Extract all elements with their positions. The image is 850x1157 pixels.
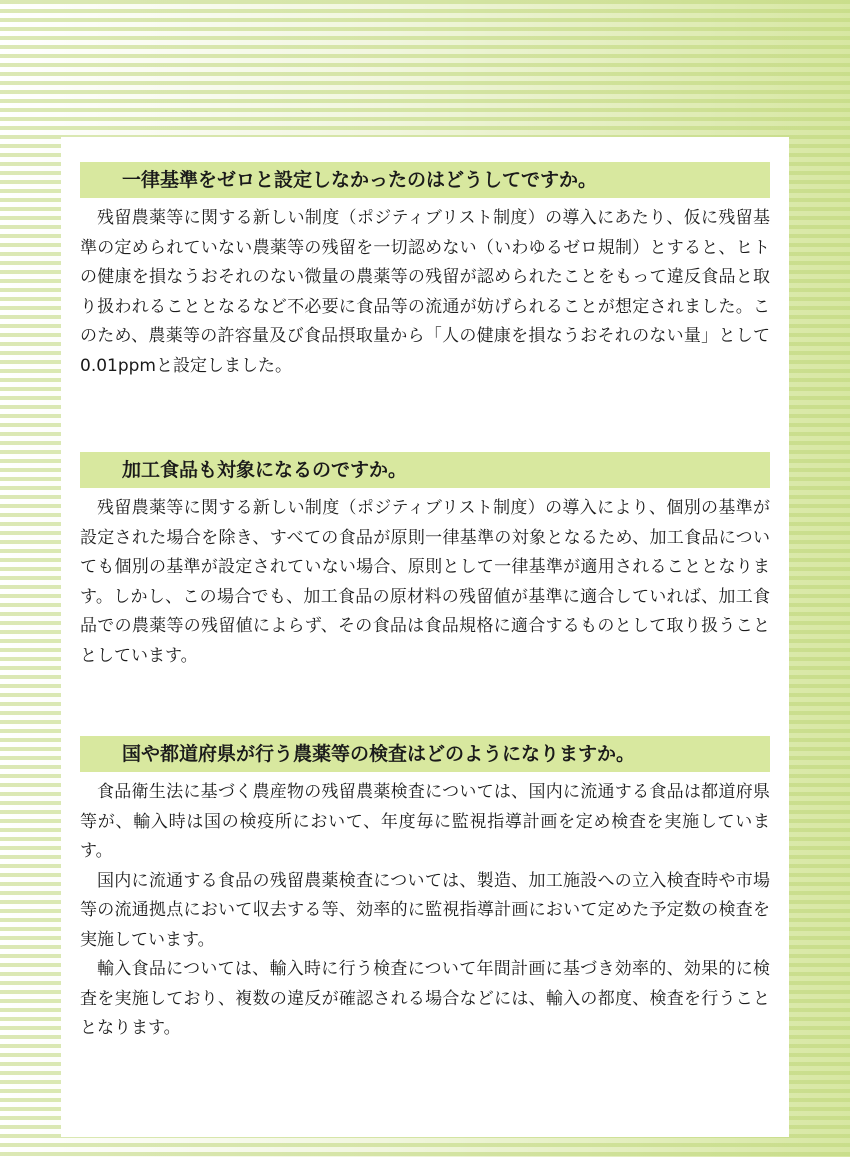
section-heading: 加工食品も対象になるのですか。 bbox=[80, 452, 770, 488]
paragraph: 残留農薬等に関する新しい制度（ポジティブリスト制度）の導入にあたり、仮に残留基準の定められていない農薬等の残留を一切認めない（いわゆるゼロ規制）とすると、ヒトの健康を損なうおそれのない微量の農薬等の残留が認められたことをもって違反食品と取り扱われることとなるなど不必要に食品等の流通が妨げられることが想定されました。このため、農薬等の許容量及び食品摂取量から「人の健康を損なうおそれのない量」として0.01ppmと設定しました。 bbox=[80, 208, 770, 376]
section-body bbox=[80, 494, 770, 671]
section-processed-foods bbox=[80, 452, 770, 671]
section-heading: 国や都道府県が行う農薬等の検査はどのようになりますか。 bbox=[80, 736, 770, 772]
paragraph: 輸入食品については、輸入時に行う検査について年間計画に基づき効率的、効果的に検査を実施しており、複数の違反が確認される場合などには、輸入の都度、検査を行うこととなります。 bbox=[80, 959, 770, 1038]
section-heading: 一律基準をゼロと設定しなかったのはどうしてですか。 bbox=[80, 162, 770, 198]
paragraph: 食品衛生法に基づく農産物の残留農薬検査については、国内に流通する食品は都道府県等が、輸入時は国の検疫所において、年度毎に監視指導計画を定め検査を実施しています。 bbox=[80, 782, 770, 861]
paragraph: 残留農薬等に関する新しい制度（ポジティブリスト制度）の導入により、個別の基準が設定された場合を除き、すべての食品が原則一律基準の対象となるため、加工食品についても個別の基準が設定されていない場合、原則として一律基準が適用されることとなります。しかし、この場合でも、加工食品の原材料の残留値が基準に適合していれば、加工食品での農薬等の残留値によらず、その食品は食品規格に適合するものとして取り扱うこととしています。 bbox=[80, 498, 770, 666]
section-body bbox=[80, 204, 770, 381]
section-inspection bbox=[80, 736, 770, 1044]
paragraph: 国内に流通する食品の残留農薬検査については、製造、加工施設への立入検査時や市場等の流通拠点において収去する等、効率的に監視指導計画において定めた予定数の検査を実施しています。 bbox=[80, 870, 770, 950]
section-zero-standard bbox=[80, 162, 770, 381]
section-body bbox=[80, 778, 770, 1044]
